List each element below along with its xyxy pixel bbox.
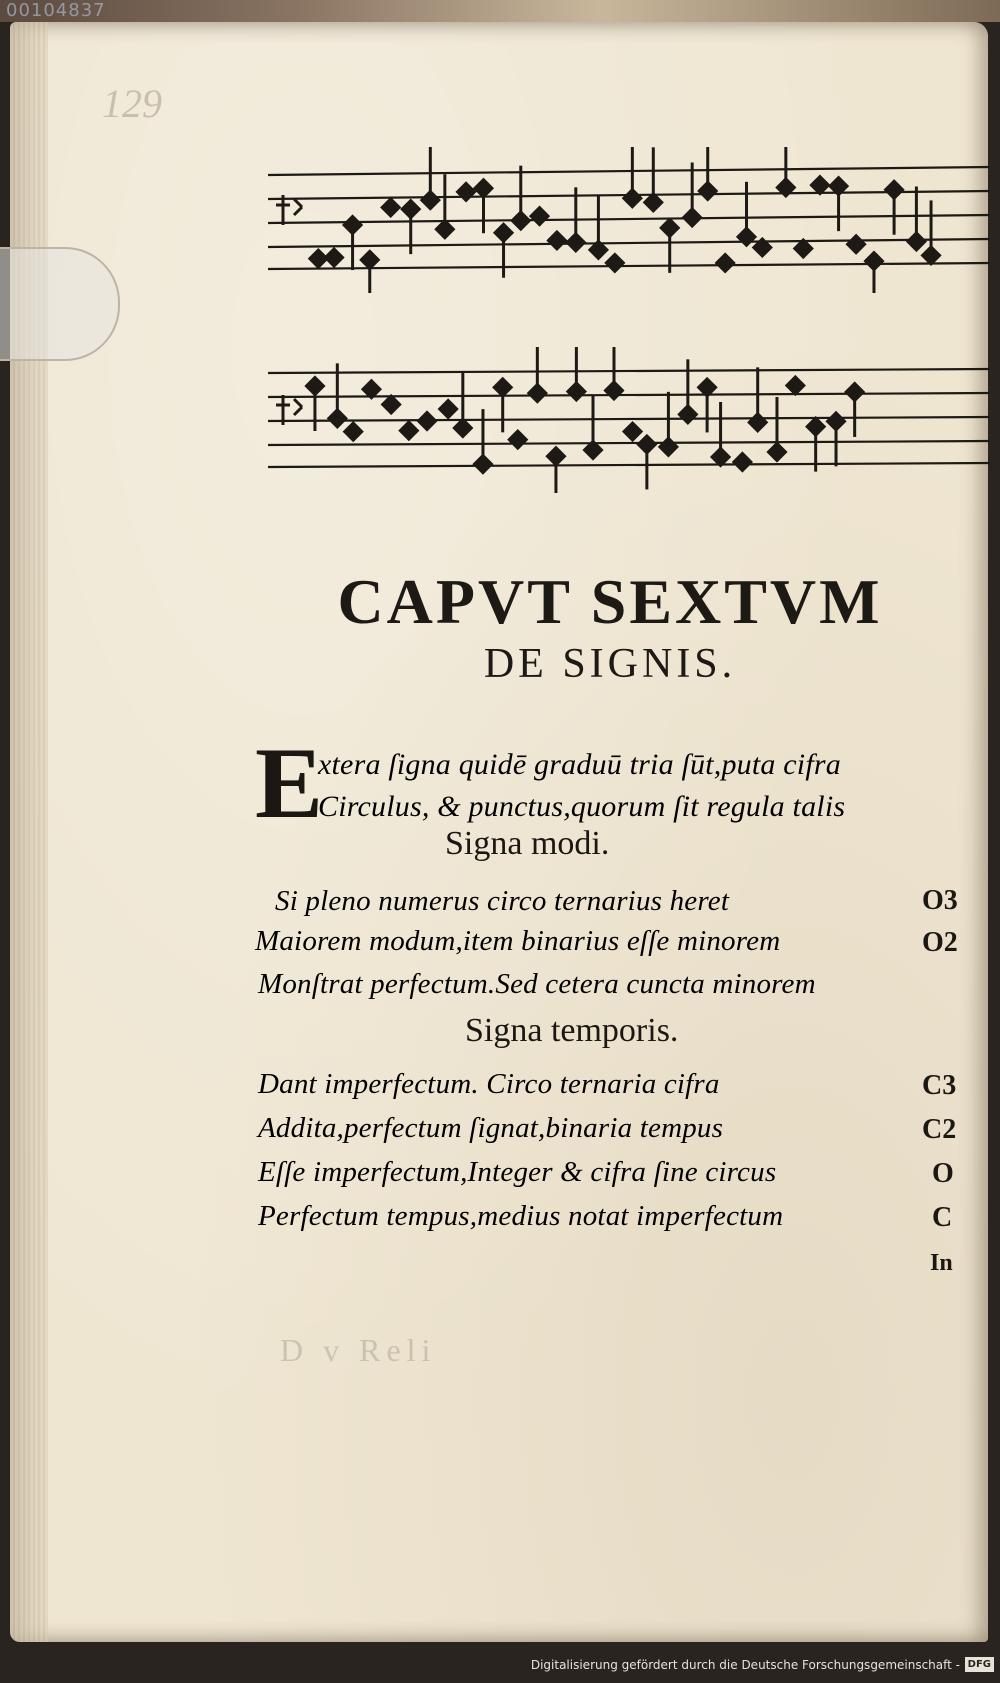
chapter-subtitle: DE SIGNIS. [483,641,737,687]
dfg-logo: DFG [965,1657,994,1672]
note-head [382,199,399,216]
note-head [787,377,804,394]
shelfmark: 00104837 [6,0,106,21]
note-head [509,431,526,448]
temporis-line-1: Dant imperfectum. Circo ternaria cifra [258,1068,720,1100]
note-head [310,250,327,267]
modi-line-1: Si pleno numerus circo ternarius heret [275,885,730,917]
digitization-credit: Digitalisierung gefördert durch die Deutsche Forschungsgemeinschaft - [530,1658,960,1672]
section-title-modi: Signa modi. [445,825,610,862]
music-staff-2-notation [268,345,990,495]
note-head [400,422,417,439]
intro-line-2: Circulus, & punctus,quorum ſit regula talis [318,790,846,823]
note-head [795,240,812,257]
note-head [383,396,400,413]
note-head [363,381,380,398]
note-head [440,401,457,418]
modi-line-3: Monſtrat perfectum.Sed cetera cuncta minorem [258,968,816,1000]
folio-mark: 129 [102,81,162,126]
modi-sign-2: O2 [922,927,958,958]
temporis-sign-2: C2 [922,1114,957,1145]
footer-bar [0,1650,1000,1683]
music-staff-2 [268,345,990,495]
note-head [345,423,362,440]
temporis-line-2: Addita,perfectum ſignat,binaria tempus [258,1112,724,1144]
music-staff-1-notation [268,145,990,295]
music-staff-1 [268,145,990,295]
temporis-sign-3: O [932,1158,954,1189]
temporis-sign-1: C3 [922,1070,957,1101]
note-head [326,249,343,266]
catchword: In [930,1250,953,1276]
note-head [734,454,751,471]
note-head [419,413,436,430]
note-head [606,254,623,271]
show-through-signature: D v Reli [280,1332,437,1368]
note-head [624,423,641,440]
note-head [717,254,734,271]
modi-line-2: Maiorem modum,item binarius eſſe minorem [255,925,781,957]
intro-line-1: xtera ſigna quidē graduū tria ſūt,puta cifra [318,748,841,781]
section-title-temporis: Signa temporis. [465,1012,679,1049]
temporis-line-4: Perfectum tempus,medius notat imperfectum [258,1200,784,1232]
note-head [848,236,865,253]
temporis-line-3: Eſſe imperfectum,Integer & cifra ſine circus [258,1156,777,1188]
note-head [531,208,548,225]
modi-sign-1: O3 [922,885,958,916]
note-head [811,177,828,194]
paper-clip-tab [0,247,120,361]
top-strip [0,0,1000,22]
drop-cap-initial: E [255,727,324,840]
note-head [548,232,565,249]
temporis-sign-4: C [932,1202,953,1233]
chapter-title: CAPVT SEXTVM [337,566,883,637]
